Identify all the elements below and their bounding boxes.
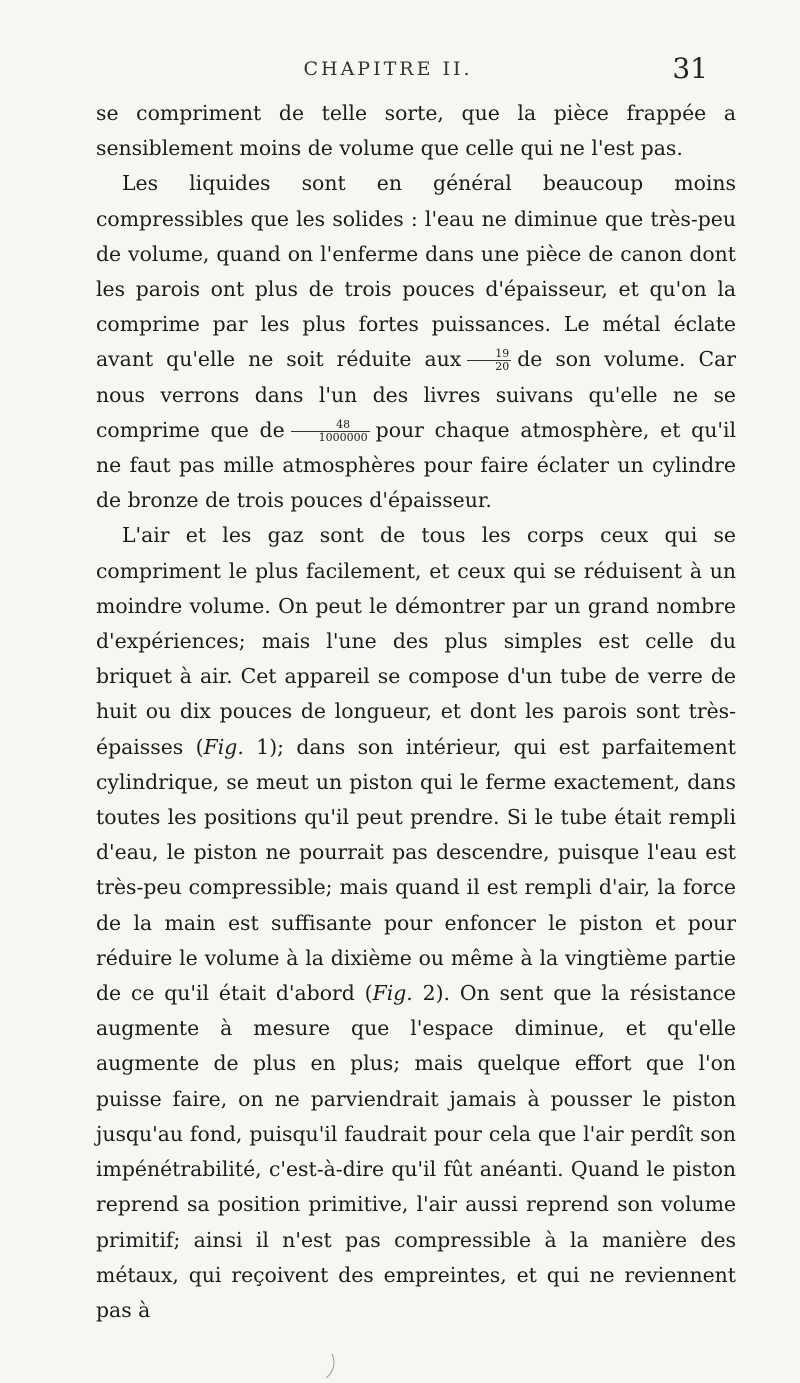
figure-2-number: 2 xyxy=(412,981,436,1006)
paragraph-3-text-c: ). On sent que la résistance augmente à mesure que l'espace diminue, et qu'elle augmente de plus en plus; mais quelque effort que l'on puisse faire, on ne parviendrait jamais à pousser le piston jusqu'au fond, puisqu'il faudrait pour cela que l'air perdît son impénétrabilité, c'est-à-dire qu'il fût anéanti. Quand le piston reprend sa position primitive, l'air aussi reprend son volume primitif; ainsi il n'est pas compressible à la manière des métaux, qui reçoivent des empreintes, et qui ne reviennent pas à xyxy=(96,981,736,1322)
page-body xyxy=(96,96,736,1328)
fraction-forty-eight-millionths xyxy=(291,419,370,444)
fraction-2-numerator: 48 xyxy=(291,419,370,432)
paragraph-3-text-a: L'air et les gaz sont de tous les corps ceux qui se compriment le plus facilement, et ceux qui se réduisent à un moindre volume. On peut le démontrer par un grand nombre d'expériences; mais l'une des plus simples est celle du briquet à air. Cet appareil se compose d'un tube de verre de huit ou dix pouces de longueur, et dont les parois sont très-épaisses ( xyxy=(96,523,736,759)
ink-mark-decoration xyxy=(318,1352,346,1380)
paragraph-2-text-a: Les liquides sont en général beaucoup moins compressibles que les solides : l'eau ne diminue que très-peu de volume, quand on l'enferme dans une pièce de canon dont les parois ont plus de trois pouces d'épaisseur, et qu'on la comprime par les plus fortes puissances. Le métal éclate avant qu'elle ne soit réduite aux xyxy=(96,171,736,372)
page-header xyxy=(0,52,800,92)
fraction-nineteen-twentieths xyxy=(467,348,511,373)
figure-2-label: Fig. xyxy=(372,981,413,1006)
paragraph-2 xyxy=(96,166,736,518)
paragraph-3-text-b: ); dans son intérieur, qui est parfaitement cylindrique, se meut un piston qui le ferme exactement, dans toutes les positions qu'il peut prendre. Si le tube était rempli d'eau, le piston ne pourrait pas descendre, puisque l'eau est très-peu compressible; mais quand il est rempli d'air, la force de la main est suffisante pour enfoncer le piston et pour réduire le volume à la dixième ou même à la vingtième partie de ce qu'il était d'abord ( xyxy=(96,734,736,1006)
paragraph-1 xyxy=(96,96,736,166)
fraction-1-numerator: 19 xyxy=(467,348,511,361)
paragraph-2-text-c: pour chaque atmosphère, et qu'il ne faut pas mille atmosphères pour faire éclater un cylindre de bronze de trois pouces d'épaisseur. xyxy=(96,417,736,513)
fraction-2-denominator: 1000000 xyxy=(318,430,368,444)
figure-1-number: 1 xyxy=(243,734,270,759)
figure-1-label: Fig. xyxy=(203,734,244,759)
paragraph-3 xyxy=(96,518,736,1328)
paragraph-1-text: se compriment de telle sorte, que la pièce frappée a sensiblement moins de volume que celle qui ne l'est pas. xyxy=(96,101,736,161)
paragraph-2-text-b: de son volume. Car nous verrons dans l'un des livres suivans qu'elle ne se comprime que de xyxy=(96,347,736,442)
running-head: CHAPITRE II. xyxy=(303,58,473,80)
fraction-1-denominator: 20 xyxy=(495,360,510,374)
page-number: 31 xyxy=(672,52,708,85)
